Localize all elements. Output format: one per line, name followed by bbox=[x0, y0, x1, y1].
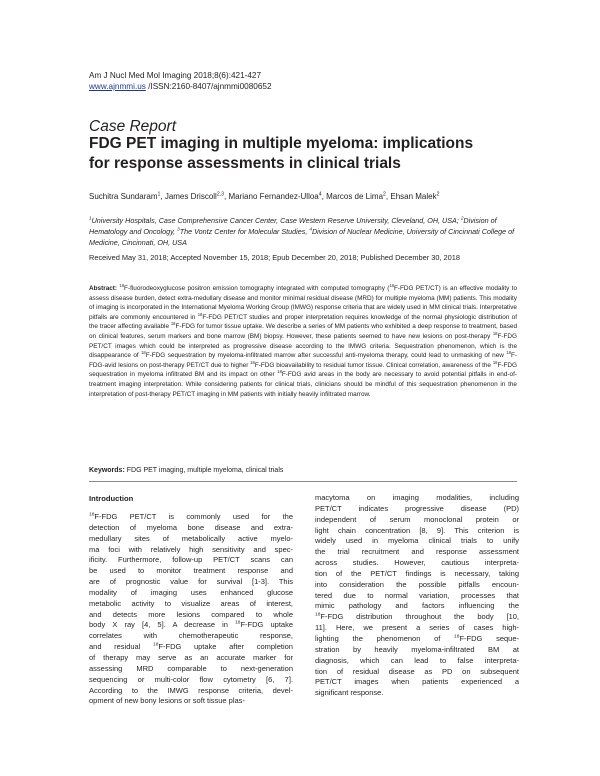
isotope-sup: 18 bbox=[250, 359, 255, 365]
abstract-text: F-FDG sequestration by myeloma-infiltrated marrow after successful anti-myeloma therapy, could lead to unmasking of new bbox=[145, 352, 507, 360]
abstract-text: F-FDG sequestration in myeloma infiltrated BM and its impact on other bbox=[89, 361, 518, 379]
affil-sup: 3 bbox=[177, 226, 180, 232]
abstract-text: F-FDG for tumor tissue uptake. We describe a series of MM patients who exhibited a deep response to treatment, based on clinical features, serum markers and bone marrow (BM) biopsy. However, these patients seemed to have new lesions on post-therapy bbox=[89, 323, 517, 340]
body-text-line bbox=[89, 696, 293, 707]
body-text-line bbox=[89, 664, 293, 675]
body-text: the trial recruitment and response assessment bbox=[315, 547, 519, 557]
body-text: opment of new bony lesions or soft tissue plas- bbox=[89, 696, 245, 706]
body-text-line bbox=[315, 623, 519, 634]
body-column-left bbox=[89, 512, 293, 707]
body-text: F-FDG seque- bbox=[459, 633, 519, 643]
body-text-line bbox=[315, 569, 519, 580]
journal-citation: Am J Nucl Med Mol Imaging 2018;8(6):421-427 bbox=[89, 71, 262, 80]
body-text-line bbox=[315, 656, 519, 667]
isotope-sup: 18 bbox=[235, 620, 241, 626]
body-text: of therapy may serve as an accurate marker for bbox=[89, 652, 293, 662]
isotope-sup: 18 bbox=[277, 369, 282, 375]
body-text-line bbox=[315, 634, 519, 645]
author-name: Suchitra Sundaram bbox=[89, 192, 158, 201]
body-text-line bbox=[315, 591, 519, 602]
author-name: , Marcos de Lima bbox=[321, 192, 384, 201]
author-affil-sup: 2,3 bbox=[216, 191, 225, 198]
isotope-sup: 18 bbox=[153, 642, 159, 648]
body-text-line bbox=[315, 645, 519, 656]
isotope-sup: 18 bbox=[389, 282, 394, 288]
body-text: modality of imaging uses enhanced glucose bbox=[89, 587, 293, 597]
body-text-line bbox=[89, 642, 293, 653]
body-text: are of prognostic value for survival [1-3]. This bbox=[89, 577, 293, 587]
body-text: 11]. Here, we present a series of cases high- bbox=[315, 623, 519, 633]
body-text-line bbox=[89, 577, 293, 588]
body-text: tered due to normal variation, processes that bbox=[315, 590, 519, 600]
affiliations bbox=[89, 215, 519, 248]
keywords bbox=[89, 466, 517, 476]
body-text-line bbox=[89, 620, 293, 631]
affil-text: Division of Nuclear Medicine, University of Cincinnati College of Medicine, Cincinnati, OH, USA bbox=[89, 227, 515, 247]
author-affil-sup: 2 bbox=[383, 191, 386, 198]
body-text-line bbox=[89, 523, 293, 534]
body-text: diagnosis, which can lead to false interpreta- bbox=[315, 655, 519, 665]
abstract-label: Abstract: bbox=[89, 285, 118, 292]
isotope-sup: 18 bbox=[89, 512, 95, 518]
affil-sup: 2 bbox=[460, 215, 464, 221]
body-text: F-FDG uptake after completion bbox=[158, 642, 293, 652]
isotope-sup: 18 bbox=[119, 282, 125, 288]
journal-url-line bbox=[89, 81, 272, 93]
abstract-text: F-FDG bioavailability to residual tumor tissue. Clinical correlation, awareness of the bbox=[254, 361, 493, 369]
body-text: mimic pathology and factors influencing the bbox=[315, 601, 519, 611]
body-text: sequencing or multi-color flow cytometry [6, 7]. bbox=[89, 674, 293, 684]
title-line-1: FDG PET imaging in multiple myeloma: implications bbox=[89, 135, 474, 152]
affil-text: University Hospitals, Case Comprehensive Cancer Center, Case Western Reserve University, Cleveland, OH, USA; bbox=[91, 216, 461, 225]
author-name: , Mariano Fernandez-Ulloa bbox=[224, 192, 319, 201]
body-text: body X ray [4, 5]. A decrease in bbox=[89, 620, 236, 630]
body-text: lighting the phenomenon of bbox=[315, 633, 455, 643]
article-type: Case Report bbox=[89, 118, 177, 135]
body-text: assessing MRD comparable to next-generation bbox=[89, 663, 293, 673]
body-text-line bbox=[315, 504, 519, 515]
body-text: tion of residual disease as PD on subsequent bbox=[315, 666, 519, 676]
isotope-sup: 18 bbox=[197, 311, 203, 317]
body-text: F-FDG distribution throughout the body [10, bbox=[320, 612, 519, 622]
body-text-line bbox=[89, 512, 293, 523]
affil-sup: 1 bbox=[89, 215, 92, 221]
abstract-text: F-FDG-avid lesions on post-therapy PET/CT due to higher bbox=[89, 352, 517, 369]
title-line-2: for response assessments in clinical trials bbox=[89, 155, 401, 172]
body-text: and detects more lesions compared to whole bbox=[89, 609, 293, 619]
body-text: medullary sites of metabolically active myelo- bbox=[89, 533, 293, 543]
isotope-sup: 18 bbox=[315, 612, 321, 618]
abstract-text: F-fluorodeoxyglucose positron emission tomography integrated with computed tomography ( bbox=[124, 285, 390, 292]
body-text-line bbox=[89, 566, 293, 577]
body-text: and residual bbox=[89, 642, 154, 652]
issn-doi: /ISSN:2160-8407/ajnmmi0080652 bbox=[145, 82, 272, 91]
body-text: ificity. Furthermore, follow-up PET/CT scans can bbox=[89, 555, 293, 565]
body-text-line bbox=[89, 610, 293, 621]
introduction-heading: Introduction bbox=[89, 494, 134, 503]
body-text: ma foci with relatively high sensitivity and spec- bbox=[89, 544, 293, 554]
isotope-sup: 18 bbox=[141, 350, 146, 356]
author-list bbox=[89, 191, 440, 203]
body-text-line bbox=[89, 588, 293, 599]
abstract bbox=[89, 284, 517, 399]
abstract-text: F-FDG PET/CT images which could be interpreted as progressive disease according to the IMWG criteria. Sequestration phenomenon, which is the disappearance of bbox=[89, 332, 517, 360]
body-text-line bbox=[89, 653, 293, 664]
body-text: According to the IMWG response criteria, devel- bbox=[89, 685, 293, 695]
body-text-line bbox=[315, 558, 519, 569]
keywords-text: FDG PET imaging, multiple myeloma, clinical trials bbox=[124, 467, 284, 474]
affil-text: Division of Hematology and Oncology, bbox=[89, 216, 497, 236]
body-text-line bbox=[315, 493, 519, 504]
body-text: widely used in myeloma clinical trials to unify bbox=[315, 536, 519, 546]
body-text-line bbox=[315, 601, 519, 612]
isotope-sup: 18 bbox=[170, 321, 176, 327]
body-text-line bbox=[315, 688, 519, 699]
author-affil-sup: 4 bbox=[318, 191, 322, 198]
author-name: , Ehsan Malek bbox=[385, 192, 437, 201]
body-text: tion of the PET/CT findings is necessary, taking bbox=[315, 568, 519, 578]
journal-url-link[interactable]: www.ajnmmi.us bbox=[89, 82, 146, 91]
body-text: significant response. bbox=[315, 688, 384, 698]
isotope-sup: 18 bbox=[506, 350, 511, 356]
abstract-text: F-FDG avid areas in the body are necessary to avoid potential pitfalls in end-of-treatment imaging interpretation. While considering patients for clinical trials, clinicians should be mindful of this sequestration phenomenon in the interpretation of post-therapy PET/CT imaging in MM patients with initially heavily infiltrated marrow. bbox=[89, 371, 518, 398]
section-divider bbox=[89, 481, 517, 482]
affil-text: The Vontz Center for Molecular Studies, bbox=[179, 227, 310, 236]
publication-dates: Received May 31, 2018; Accepted November 15, 2018; Epub December 20, 2018; Published December 30, 2018 bbox=[89, 253, 460, 262]
body-text-line bbox=[315, 526, 519, 537]
body-text-line bbox=[315, 612, 519, 623]
body-text: into consideration the possible pitfalls encoun- bbox=[315, 579, 519, 589]
body-text-line bbox=[315, 536, 519, 547]
body-text-line bbox=[315, 677, 519, 688]
body-text-line bbox=[315, 580, 519, 591]
body-text: macytoma on imaging modalities, including bbox=[315, 493, 519, 502]
body-text-line bbox=[89, 534, 293, 545]
author-name: , James Driscoll bbox=[160, 192, 217, 201]
body-text: detection of myeloma bone disease and extra- bbox=[89, 522, 293, 532]
body-column-right bbox=[315, 493, 519, 699]
body-text-line bbox=[89, 599, 293, 610]
author-affil-sup: 2 bbox=[436, 191, 440, 198]
body-text-line bbox=[89, 631, 293, 642]
body-text: correlates with chemotherapeutic response, bbox=[89, 631, 293, 641]
isotope-sup: 18 bbox=[454, 634, 460, 640]
body-text: metabolic activity to visualize areas of interest, bbox=[89, 598, 293, 608]
isotope-sup: 18 bbox=[492, 330, 498, 336]
body-text: be used to monitor treatment response and bbox=[89, 566, 293, 576]
body-text: independent of serum monoclonal protein or bbox=[315, 514, 519, 524]
affil-sup: 4 bbox=[309, 226, 312, 232]
abstract-text: F-FDG PET/CT studies and proper interpretation requires knowledge of the normal physiologic distribution of the tracer affecting available bbox=[89, 313, 518, 331]
body-text-line bbox=[315, 667, 519, 678]
body-text-line bbox=[89, 545, 293, 556]
body-text-line bbox=[89, 675, 293, 686]
abstract-text: F-FDG PET/CT) is an effective modality to assess disease burden, detect extra-medullary disease and monitor minimal residual disease (MRD) for multiple myeloma (MM) patients. This modality of imaging is incorporated in the International Myeloma Working Group (IMWG) response criteria that are widely used in MM clinical trials. Interpretative pitfalls are commonly encountered in bbox=[89, 285, 518, 321]
body-text-line bbox=[89, 555, 293, 566]
body-text: PET/CT images when patients experienced a bbox=[315, 677, 519, 687]
author-affil-sup: 1 bbox=[157, 191, 161, 198]
body-text: F-FDG uptake bbox=[240, 620, 294, 630]
body-text: stration by heavily myeloma-infiltrated BM at bbox=[315, 644, 519, 654]
keywords-label: Keywords: bbox=[89, 467, 125, 474]
body-text: light chain concentration [8, 9]. This criterion is bbox=[315, 525, 519, 535]
body-text: F-FDG PET/CT is commonly used for the bbox=[94, 512, 293, 521]
isotope-sup: 18 bbox=[492, 359, 498, 365]
body-text-line bbox=[315, 515, 519, 526]
article-title bbox=[89, 134, 529, 174]
body-text: across studies. However, cautious interpreta- bbox=[315, 558, 519, 568]
body-text-line bbox=[89, 686, 293, 697]
body-text-line bbox=[315, 547, 519, 558]
body-text: PET/CT indicates progressive disease (PD) bbox=[315, 503, 519, 513]
